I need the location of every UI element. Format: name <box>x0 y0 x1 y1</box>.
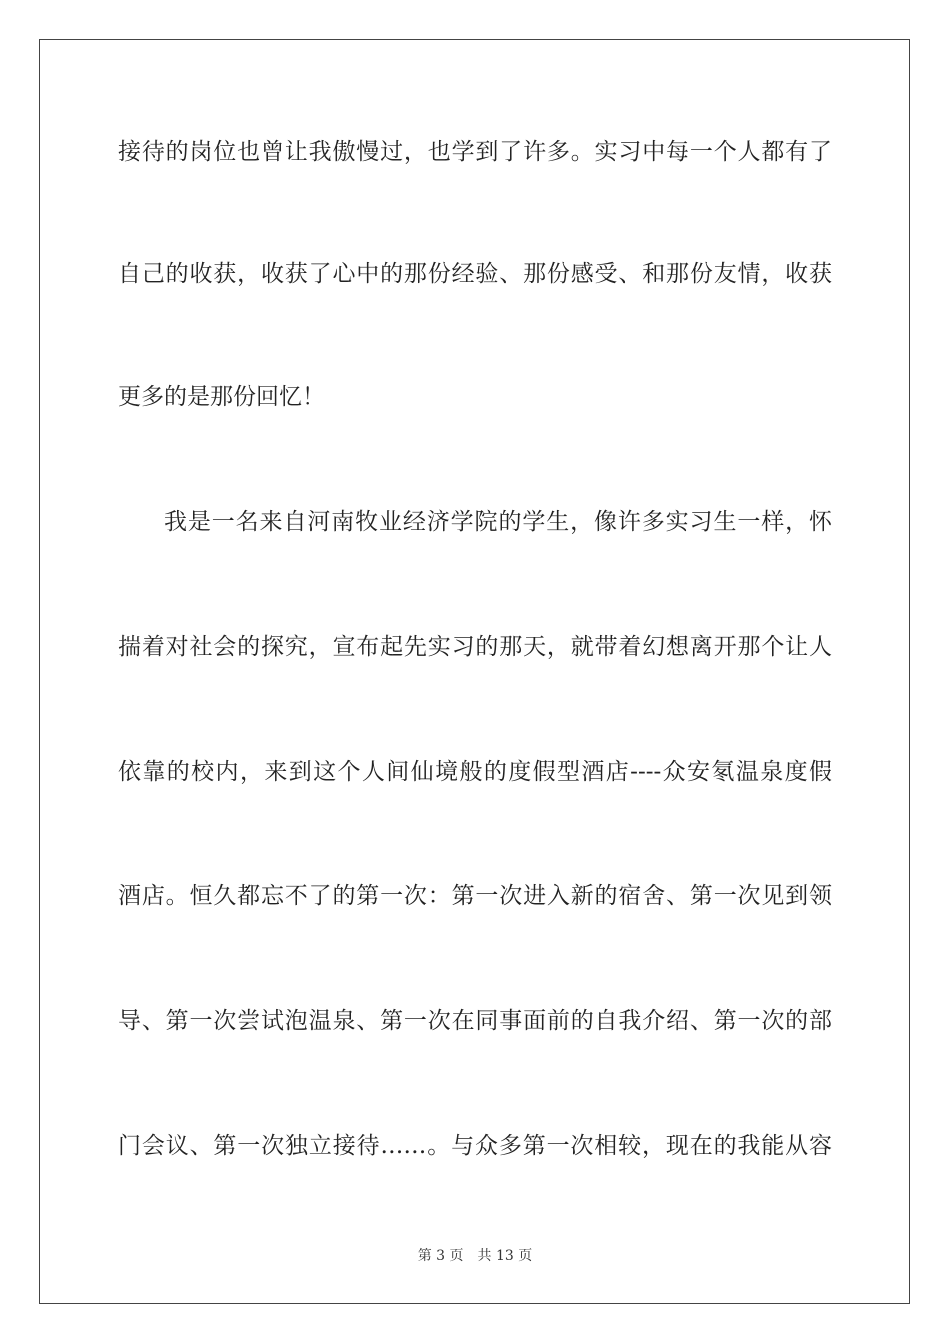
paragraph-line: 揣着对社会的探究，宣布起先实习的那天，就带着幻想离开那个让人 <box>118 634 832 660</box>
page-footer <box>0 1247 950 1265</box>
paragraph-line: 门会议、第一次独立接待……。与众多第一次相较，现在的我能从容 <box>118 1133 832 1159</box>
paragraph-line: 依靠的校内，来到这个人间仙境般的度假型酒店----众安氡温泉度假 <box>118 759 832 785</box>
paragraph-line: 接待的岗位也曾让我傲慢过，也学到了许多。实习中每一个人都有了 <box>118 139 832 165</box>
paragraph-line: 我是一名来自河南牧业经济学院的学生，像许多实习生一样，怀 <box>164 509 832 535</box>
page-number: 第 3 页 <box>417 1248 464 1264</box>
paragraph-line: 酒店。恒久都忘不了的第一次：第一次进入新的宿舍、第一次见到领 <box>118 883 832 909</box>
paragraph-line: 导、第一次尝试泡温泉、第一次在同事面前的自我介绍、第一次的部 <box>118 1008 832 1034</box>
page-frame <box>39 39 910 1304</box>
page-total: 共 13 页 <box>477 1248 533 1264</box>
paragraph-line: 更多的是那份回忆！ <box>118 384 325 410</box>
paragraph-line: 自己的收获，收获了心中的那份经验、那份感受、和那份友情，收获 <box>118 261 832 287</box>
